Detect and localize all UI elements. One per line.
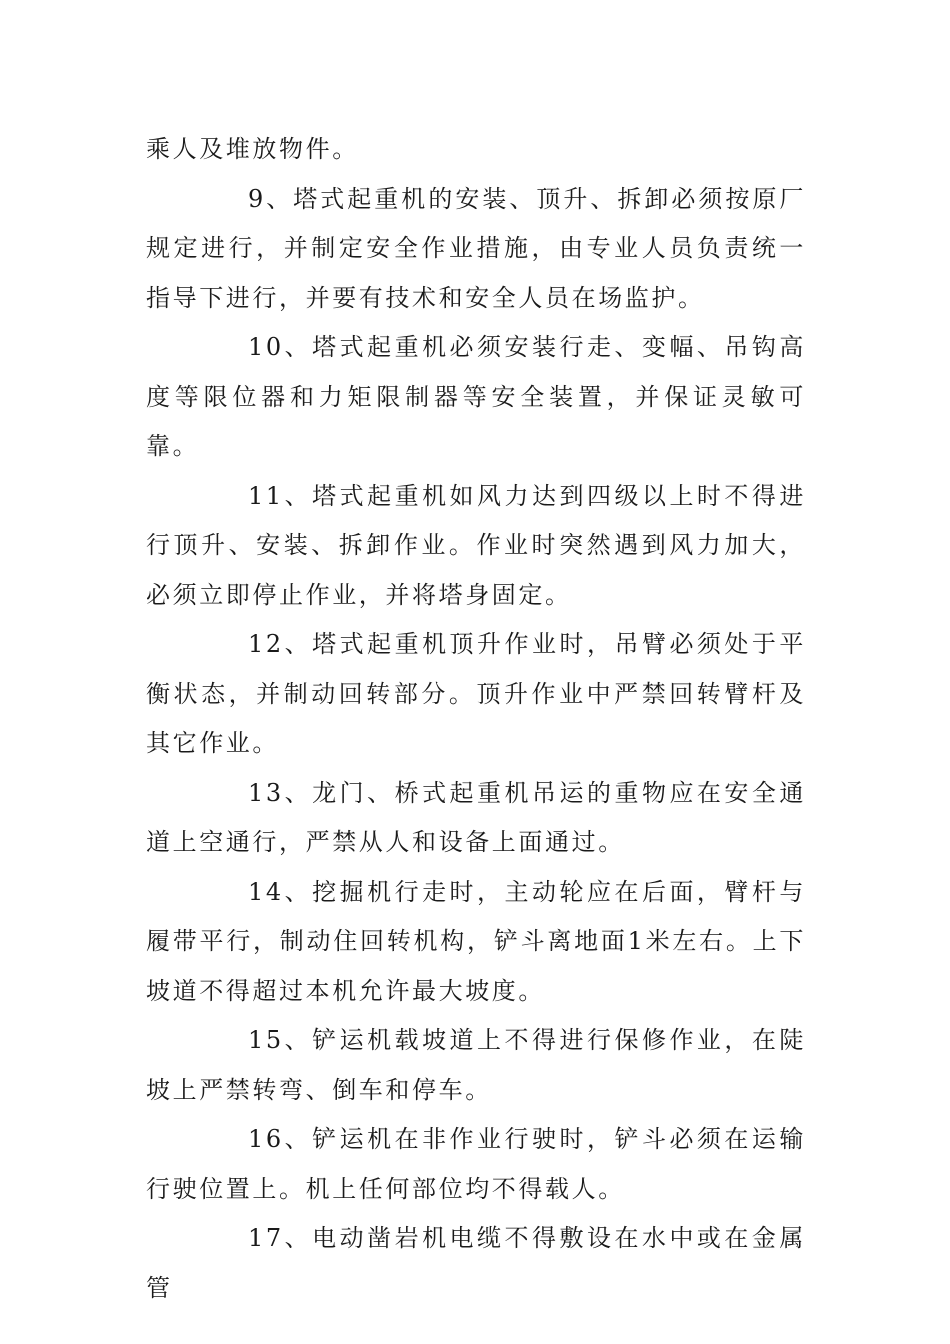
paragraph-item-14: 14、挖掘机行走时，主动轮应在后面，臂杆与履带平行，制动住回转机构，铲斗离地面1米左右。上下坡道不得超过本机允许最大坡度。 (146, 877, 806, 1005)
paragraph-item-13: 13、龙门、桥式起重机吊运的重物应在安全通道上空通行，严禁从人和设备上面通过。 (146, 778, 806, 856)
paragraph-item-11: 11、塔式起重机如风力达到四级以上时不得进行顶升、安装、拆卸作业。作业时突然遇到风力加大，必须立即停止作业，并将塔身固定。 (146, 481, 806, 609)
paragraph-item-17: 17、电动凿岩机电缆不得敷设在水中或在金属管 (146, 1224, 806, 1302)
document-body (146, 125, 806, 1313)
paragraph-item-15: 15、铲运机载坡道上不得进行保修作业，在陡坡上严禁转弯、倒车和停车。 (146, 1026, 806, 1104)
paragraph-item-10: 10、塔式起重机必须安装行走、变幅、吊钩高度等限位器和力矩限制器等安全装置，并保证灵敏可靠。 (146, 333, 806, 460)
paragraph-item-9: 9、塔式起重机的安装、顶升、拆卸必须按原厂规定进行，并制定安全作业措施，由专业人员负责统一指导下进行，并要有技术和安全人员在场监护。 (146, 184, 806, 312)
paragraph-item-16: 16、铲运机在非作业行驶时，铲斗必须在运输行驶位置上。机上任何部位均不得载人。 (146, 1125, 806, 1203)
paragraph-continuation: 乘人及堆放物件。 (146, 135, 359, 163)
paragraph-item-12: 12、塔式起重机顶升作业时，吊臂必须处于平衡状态，并制动回转部分。顶升作业中严禁回转臂杆及其它作业。 (146, 630, 806, 757)
